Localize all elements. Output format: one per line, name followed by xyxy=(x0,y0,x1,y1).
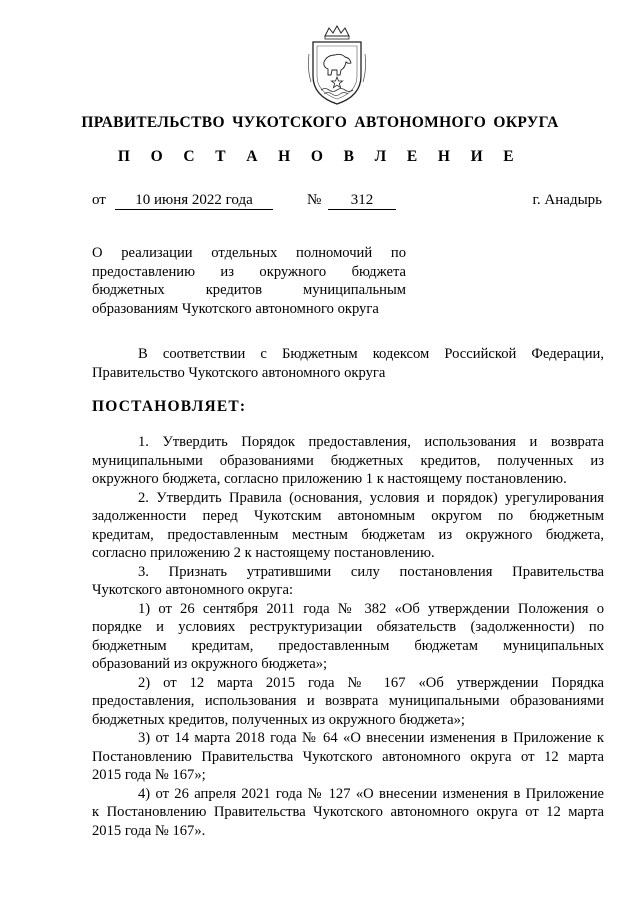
subitem-3-line: 2015 года № 167»; xyxy=(92,767,206,783)
document-date: 10 июня 2022 года xyxy=(115,192,273,210)
document-place: г. Анадырь xyxy=(532,192,602,208)
item-3-line: 3. Признать утратившими силу постановления Правительства xyxy=(138,563,604,580)
resolution-items xyxy=(92,433,604,840)
preamble xyxy=(92,345,604,382)
government-title: ПРАВИТЕЛЬСТВО ЧУКОТСКОГО АВТОНОМНОГО ОКРУГА xyxy=(81,114,559,131)
preamble-line: В соответствии с Бюджетным кодексом Российской Федерации, xyxy=(138,346,604,362)
subitem-4-line: 4) от 26 апреля 2021 года № 127 «О внесении изменения в Приложение xyxy=(138,785,604,802)
date-prefix: от xyxy=(92,192,106,208)
resolves-heading: ПОСТАНОВЛЯЕТ: xyxy=(92,398,247,415)
subitem-1-line: образований из окружного бюджета»; xyxy=(92,656,328,672)
subject-line: бюджетных кредитов муниципальным xyxy=(92,282,406,299)
subitem-4-line: к Постановлению Правительства Чукотского автономного округа от 12 марта xyxy=(92,804,604,820)
item-2-line: кредитам, предоставленным местным бюджетам из окружного бюджета, xyxy=(92,526,604,543)
subitem-2-line: предоставления, использования и возврата муниципальными образованиями xyxy=(92,693,604,709)
subject-line: О реализации отдельных полномочий по xyxy=(92,245,406,261)
subitem-1-line: бюджетным кредитам, предоставленным бюджетам муниципальных xyxy=(92,637,604,654)
subitem-1-line: порядке и условиях реструктуризации обязательств (задолженности) по xyxy=(92,619,604,635)
document-subject xyxy=(92,244,406,318)
number-sign: № xyxy=(307,192,322,208)
item-1-line: муниципальными образованиями бюджетных кредитов, полученных из xyxy=(92,452,604,469)
subitem-4-line: 2015 года № 167». xyxy=(92,822,206,839)
item-2-line: согласно приложению 2 к настоящему постановлению. xyxy=(92,545,435,561)
document-meta xyxy=(92,192,602,214)
subject-line: образованиям Чукотского автономного округа xyxy=(92,300,379,317)
item-1-line: 1. Утвердить Порядок предоставления, использования и возврата xyxy=(138,434,604,450)
preamble-line: Правительство Чукотского автономного округа xyxy=(92,364,386,381)
item-1-line: окружного бюджета, согласно приложению 1 к настоящему постановлению. xyxy=(92,471,567,487)
document-type: П О С Т А Н О В Л Е Н И Е xyxy=(117,148,523,165)
item-2-line: 2. Утвердить Правила (основания, условия и порядок) урегулирования xyxy=(138,489,604,506)
subitem-2-line: 2) от 12 марта 2015 года № 167 «Об утверждении Порядка xyxy=(138,674,604,691)
document-number: 312 xyxy=(328,192,396,210)
item-2-line: задолженности перед Чукотским автономным округом по бюджетным xyxy=(92,508,604,524)
item-3-line: Чукотского автономного округа: xyxy=(92,582,294,598)
coat-of-arms-icon xyxy=(305,24,369,108)
subject-line: предоставлению из окружного бюджета xyxy=(92,263,406,280)
subitem-3-line: Постановлению Правительства Чукотского автономного округа от 12 марта xyxy=(92,748,604,765)
subitem-3-line: 3) от 14 марта 2018 года № 64 «О внесении изменения в Приложение к xyxy=(138,730,604,746)
subitem-2-line: бюджетных кредитов, полученных из окружного бюджета»; xyxy=(92,711,465,728)
subitem-1-line: 1) от 26 сентября 2011 года № 382 «Об утверждении Положения о xyxy=(138,600,604,617)
